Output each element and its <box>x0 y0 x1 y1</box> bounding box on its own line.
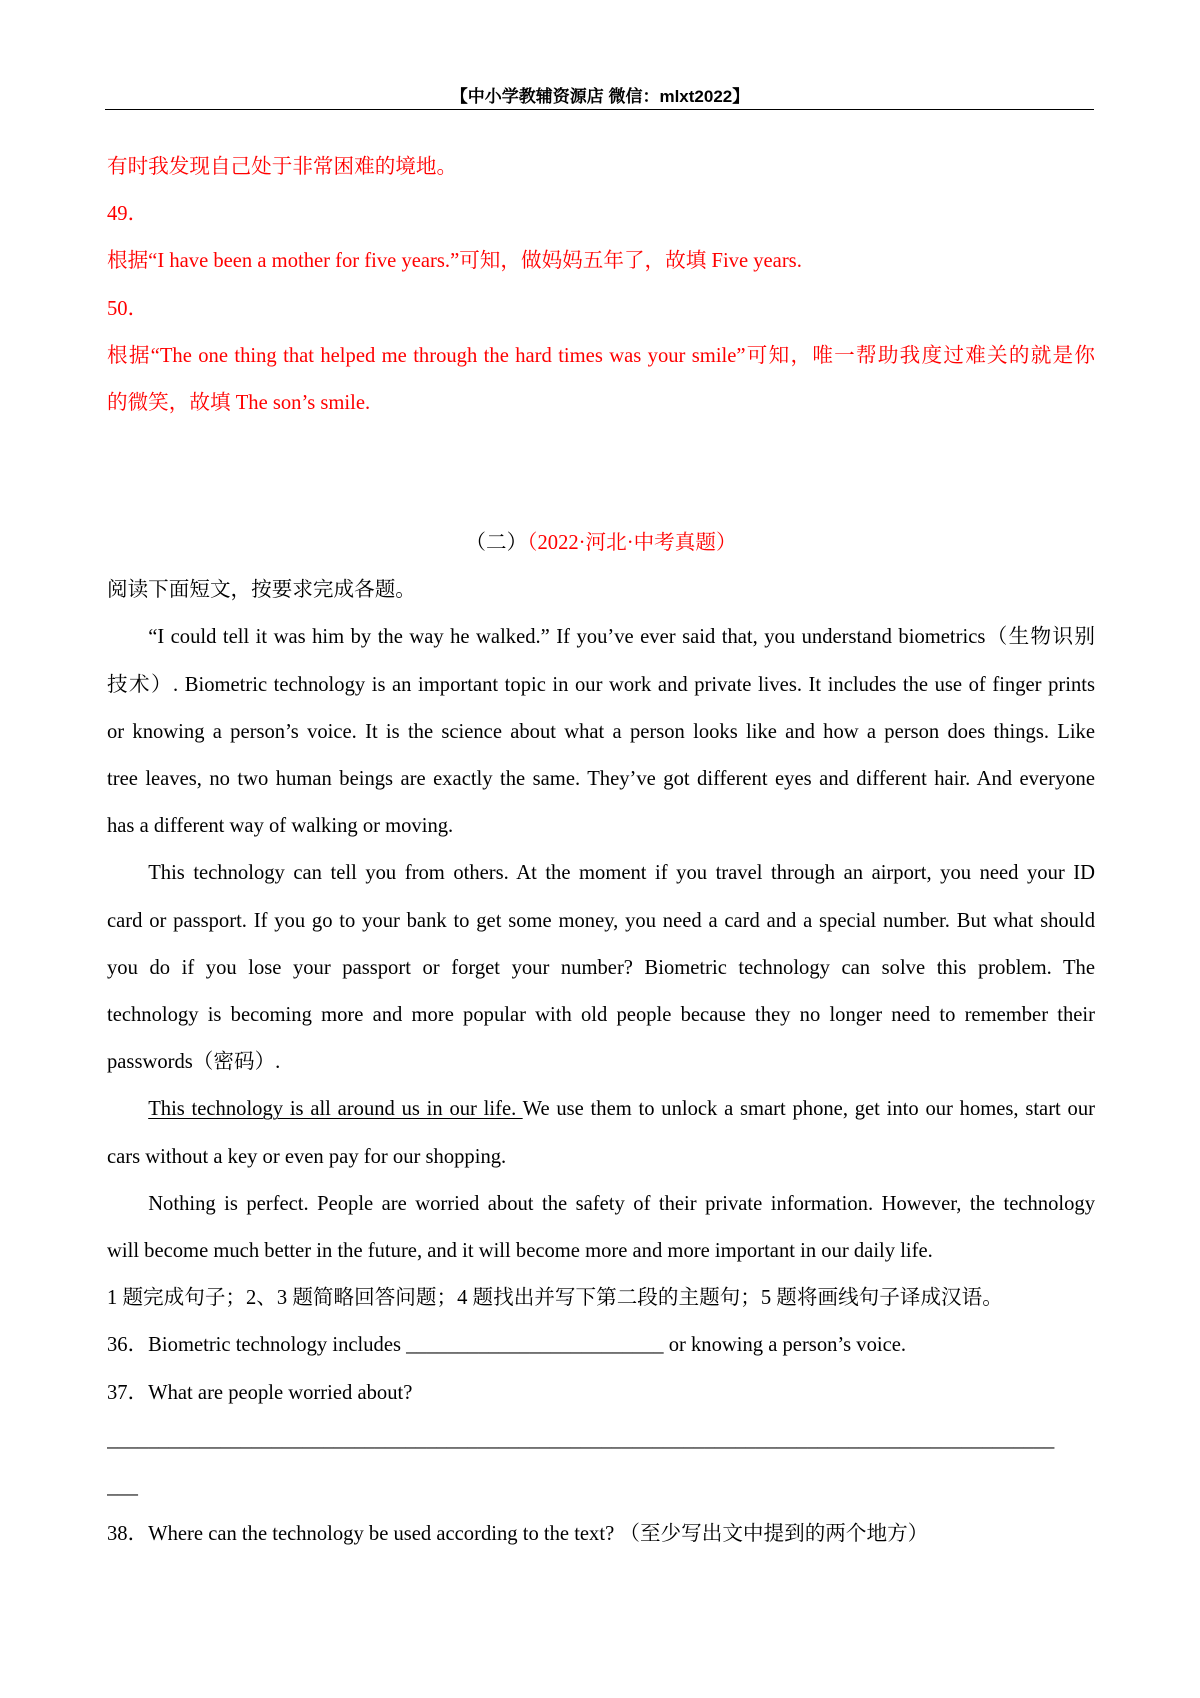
passage-line: tree leaves, no two human beings are exactly the same. They’ve got different eyes and different hair. And everyone <box>107 768 1095 791</box>
question-49-number: 49． <box>107 203 149 226</box>
question-38: 38．Where can the technology be used according to the text? （至少写出文中提到的两个地方） <box>107 1523 929 1546</box>
passage-line: cars without a key or even pay for our shopping. <box>107 1145 507 1168</box>
section-instruction: 阅读下面短文，按要求完成各题。 <box>107 579 416 602</box>
reading-section <box>107 520 1095 1558</box>
question-37: 37．What are people worried about? <box>107 1381 413 1404</box>
answer-explanations <box>107 144 1095 427</box>
page-header-watermark: 【中小学教辅资源店 微信：mlxt2022】 <box>450 87 750 106</box>
answer-blank-line: ___ <box>107 1476 138 1499</box>
question-36-suffix: or knowing a person’s voice. <box>663 1334 907 1357</box>
passage-line: “I could tell it was him by the way he walked.” If you’ve ever said that, you understand biometrics（生物识别 <box>148 626 1095 649</box>
passage-line-rest: We use them to unlock a smart phone, get into our homes, start our <box>522 1098 1095 1121</box>
passage-line: Nothing is perfect. People are worried about the safety of their private information. However, the technology <box>148 1192 1095 1215</box>
header-divider <box>105 109 1094 110</box>
passage-paragraph-3 <box>107 1086 1095 1180</box>
underlined-sentence: This technology is all around us in our life. <box>148 1098 523 1121</box>
task-note: 1 题完成句子；2、3 题简略回答问题；4 题找出并写下第二段的主题句；5 题将画线句子译成汉语。 <box>107 1287 1003 1310</box>
passage-paragraph-1 <box>107 614 1095 850</box>
passage-line: or knowing a person’s voice. It is the science about what a person looks like and how a person does things. Like <box>107 720 1095 743</box>
passage-line: you do if you lose your passport or forget your number? Biometric technology can solve this problem. The <box>107 956 1095 979</box>
question-50-number: 50． <box>107 297 149 320</box>
passage-line: technology is becoming more and more popular with old people because they no longer need to remember their <box>107 1004 1095 1027</box>
question-36-prefix: 36．Biometric technology includes <box>107 1334 407 1357</box>
question-50-explanation-line: 根据“The one thing that helped me through the hard times was your smile”可知，唯一帮助我度过难关的就是你 <box>107 344 1095 367</box>
question-36 <box>107 1322 1095 1369</box>
question-50-explanation-line: 的微笑，故填 The son’s smile. <box>107 392 371 415</box>
passage-line: card or passport. If you go to your bank to get some money, you need a card and a special number. But what should <box>107 909 1095 932</box>
section-source: （2022·河北·中考真题） <box>527 532 737 554</box>
passage-line: has a different way of walking or moving. <box>107 815 454 838</box>
answer-blank-line: ____________________________________________________________________________________________ <box>107 1428 1055 1451</box>
passage-line: 技术）. Biometric technology is an important topic in our work and private lives. It includes the use of finger prints <box>107 673 1095 696</box>
translation-answer: 有时我发现自己处于非常困难的境地。 <box>107 156 458 178</box>
question-36-blank: _________________________ <box>406 1334 664 1357</box>
section-title <box>107 520 1095 567</box>
passage-paragraph-4 <box>107 1181 1095 1275</box>
passage-line: will become much better in the future, and it will become more and more important in our daily life. <box>107 1240 933 1263</box>
section-number: （二） <box>465 532 528 554</box>
passage-paragraph-2 <box>107 850 1095 1086</box>
passage-line: passwords（密码）. <box>107 1051 281 1074</box>
passage-line <box>107 1086 1095 1133</box>
passage-line: This technology can tell you from others. At the moment if you travel through an airport, you need your ID <box>148 862 1095 885</box>
question-49-explanation: 根据“I have been a mother for five years.”可知，做妈妈五年了，故填 Five years. <box>107 250 802 273</box>
